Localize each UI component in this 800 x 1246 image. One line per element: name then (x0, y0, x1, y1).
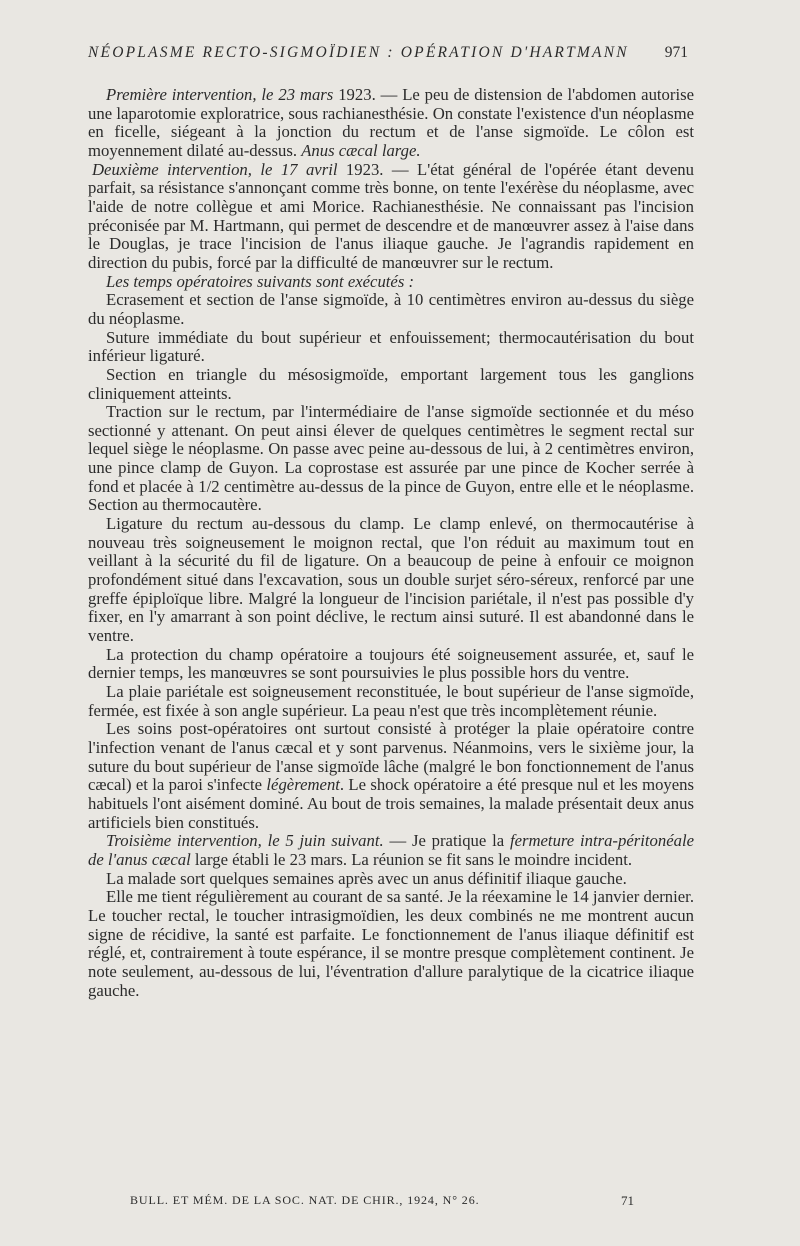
footer-citation: BULL. ET MÉM. DE LA SOC. NAT. DE CHIR., 1924, N° 26. (130, 1193, 480, 1207)
second-intervention-heading: Deuxième intervention, le 17 avril (92, 159, 338, 179)
paragraph-first-intervention: Première intervention, le 23 mars 1923. — Le peu de distension de l'abdomen autorise une laparotomie exploratrice, sous rachianesthésie. On constate l'existence d'un néoplasme en ficelle, siégeant à la jonction du rectum et de l'anse sigmoïde. Le côlon est moyennement dilaté au-dessus. Anus cæcal large. (88, 85, 694, 160)
paragraph-step-3: Section en triangle du mésosigmoïde, emportant largement tous les ganglions cliniquement atteints. (88, 364, 694, 403)
page-number: 971 (664, 44, 688, 61)
paragraph-protection: La protection du champ opératoire a toujours été soigneusement assurée, et, sauf le dernier temps, les manœuvres se sont poursuivies le plus possible hors du ventre. (88, 644, 694, 683)
footer-signature: 71 (621, 1193, 634, 1208)
paragraph-step-4: Traction sur le rectum, par l'intermédiaire de l'anse sigmoïde sectionnée et du méso sectionné y attenant. On peut ainsi élever de quelques centimètres le segment rectal sur lequel siège le néoplasme. On passe avec peine au-dessous de lui, à 2 centimètres environ, une pince clamp de Guyon. La coprostase est assurée par une pince de Kocher serrée à fond et placée à 1/2 centimètre au-dessus de la pince de Guyon, entre elle et le néoplasme. Section au thermocautère. (88, 402, 694, 515)
paragraph-wall-closure: La plaie pariétale est soigneusement reconstituée, le bout supérieur de l'anse sigmoïde, fermée, est fixée à son angle supérieur. La peau n'est que très incomplètement réunie. (88, 682, 694, 720)
paragraph-third-intervention: Troisième intervention, le 5 juin suivant. — Je pratique la fermeture intra-péritonéale de l'anus cæcal large établi le 23 mars. La réunion se fit sans le moindre incident. (88, 831, 694, 869)
third-intervention-heading: Troisième intervention, le 5 juin suivant. (106, 831, 384, 851)
paragraph-steps-intro: Les temps opératoires suivants sont exécutés : (106, 271, 415, 291)
paragraph-post-op: Les soins post-opératoires ont surtout consisté à protéger la plaie opératoire contre l'infection venant de l'anus cæcal et y sont parvenus. Néanmoins, vers le sixième jour, la suture du bout supérieur de l'anse sigmoïde lâche (malgré le bon fonctionnement de l'anus cæcal) et la paroi s'infecte légèrement. Le shock opératoire a été presque nul et les moyens habituels l'ont aisément dominé. Au bout de trois semaines, la malade présentait deux anus artificiels bien constitués. (88, 719, 694, 832)
running-header (88, 44, 688, 62)
page-footer (130, 1193, 634, 1209)
paragraph-step-5: Ligature du rectum au-dessous du clamp. Le clamp enlevé, on thermocautérise à nouveau très soigneusement le moignon rectal, que l'on réduit au maximum tout en veillant à la sécurité du fil de ligature. On a beaucoup de peine à enfouir ce moignon profondément situé dans l'excavation, sous un double surjet séro-séreux, renforcé par une greffe épiploïque libre. Malgré la longueur de l'incision pariétale, il n'est pas possible d'y fixer, en l'y amarrant à son point déclive, le rectum ainsi suturé. Il est abandonné dans le ventre. (88, 514, 694, 646)
first-intervention-heading: Première intervention, le 23 mars (106, 85, 334, 104)
paragraph-step-2: Suture immédiate du bout supérieur et enfouissement; thermocautérisation du bout inférieur ligaturé. (88, 327, 694, 366)
paragraph-discharge: La malade sort quelques semaines après avec un anus définitif iliaque gauche. (106, 868, 627, 888)
header-title: NÉOPLASME RECTO-SIGMOÏDIEN : OPÉRATION D'HARTMANN (88, 44, 629, 61)
paragraph-step-1: Ecrasement et section de l'anse sigmoïde, à 10 centimètres environ au-dessus du siège du néoplasme. (88, 290, 694, 328)
paragraph-follow-up: Elle me tient régulièrement au courant de sa santé. Je la réexamine le 14 janvier dernier. Le toucher rectal, le toucher intrasigmoïdien, les deux combinés ne me montrent aucun signe de récidive, la santé est parfaite. Le fonctionnement de l'anus iliaque définitif est réglé, et, contrairement à toute espérance, il se montre presque complètement continent. Je note seulement, au-dessous de lui, l'éventration d'allure paralytique de la cicatrice iliaque gauche. (88, 887, 694, 1000)
body-text (88, 86, 694, 1000)
paragraph-second-intervention: Deuxième intervention, le 17 avril 1923. — L'état général de l'opérée étant devenu parfait, sa résistance s'annonçant comme très bonne, on tente l'exérèse du néoplasme, avec l'aide de notre collègue et ami Morice. Rachianesthésie. Ne connaissant pas l'incision préconisée par M. Hartmann, qui permet de descendre et de manœuvrer assez à l'aise dans le Douglas, je trace l'incision de l'anus iliaque gauche. Je l'agrandis rapidement en direction du pubis, forcé par la difficulté de manœuvrer sur le rectum. (88, 159, 694, 272)
